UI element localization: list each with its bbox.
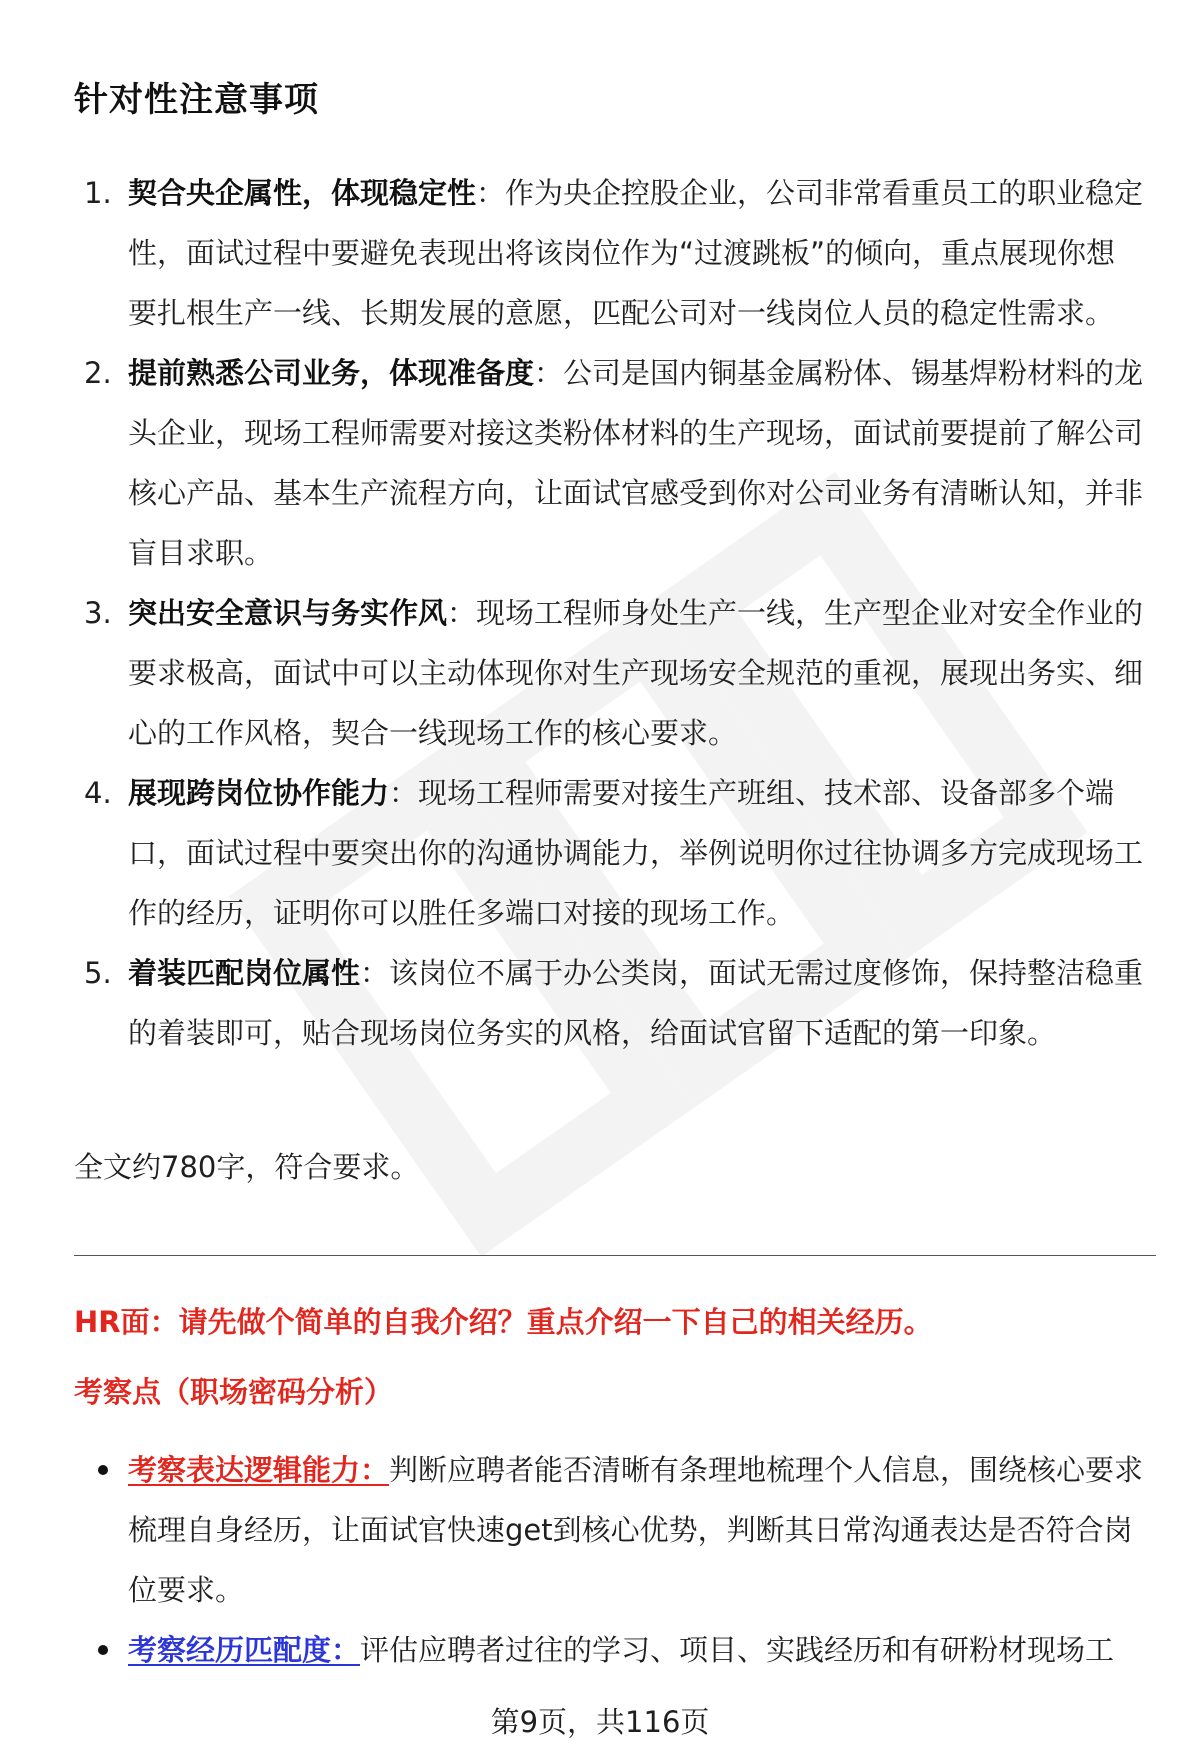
list-item bbox=[74, 583, 1144, 763]
item-number: 1. bbox=[84, 176, 112, 210]
item-heading: 契合央企属性，体现稳定性 bbox=[128, 176, 477, 210]
list-item bbox=[74, 763, 1144, 943]
exam-point-link[interactable]: 考察经历匹配度： bbox=[128, 1633, 361, 1667]
item-heading: 突出安全意识与务实作风 bbox=[128, 596, 448, 630]
list-item bbox=[74, 343, 1144, 583]
item-heading: 提前熟悉公司业务，体现准备度 bbox=[128, 356, 535, 390]
bullet-icon bbox=[98, 1465, 108, 1475]
list-item bbox=[74, 943, 1144, 1063]
exam-point-link[interactable]: 考察表达逻辑能力： bbox=[128, 1453, 390, 1487]
bullet-icon bbox=[98, 1645, 108, 1655]
item-number: 2. bbox=[84, 356, 112, 390]
item-text: ：公司是国内铜基金属粉体、锡基焊粉材料的龙头企业，现场工程师需要对接这类粉体材料的生产现场，面试前要提前了解公司核心产品、基本生产流程方向，让面试官感受到你对公司业务有清晰认知，并非盲目求职。 bbox=[128, 356, 1144, 570]
list-item bbox=[74, 163, 1144, 343]
item-text: ：作为央企控股企业，公司非常看重员工的职业稳定性，面试过程中要避免表现出将该岗位作为“过渡跳板”的倾向，重点展现你想要扎根生产一线、长期发展的意愿，匹配公司对一线岗位人员的稳定性需求。 bbox=[128, 176, 1144, 330]
exam-point-text: 判断应聘者能否清晰有条理地梳理个人信息，围绕核心要求梳理自身经历，让面试官快速get到核心优势，判断其日常沟通表达是否符合岗位要求。 bbox=[128, 1453, 1144, 1607]
exam-point-text: 评估应聘者过往的学习、项目、实践经历和有研粉材现场工 bbox=[360, 1633, 1115, 1667]
list-item bbox=[74, 1620, 1144, 1680]
page-number: 第9页，共116页 bbox=[490, 1705, 710, 1739]
considerations-list bbox=[74, 163, 1144, 1063]
list-item bbox=[74, 1440, 1144, 1620]
item-heading: 展现跨岗位协作能力 bbox=[128, 776, 390, 810]
item-number: 5. bbox=[84, 956, 112, 990]
item-number: 4. bbox=[84, 776, 112, 810]
word-count-summary: 全文约780字，符合要求。 bbox=[74, 1150, 420, 1184]
section-title: 针对性注意事项 bbox=[74, 80, 319, 120]
item-text: ：现场工程师需要对接生产班组、技术部、设备部多个端口，面试过程中要突出你的沟通协调能力，举例说明你过往协调多方完成现场工作的经历，证明你可以胜任多端口对接的现场工作。 bbox=[128, 776, 1144, 930]
exam-points-list bbox=[74, 1440, 1144, 1680]
item-text: ：该岗位不属于办公类岗，面试无需过度修饰，保持整洁稳重的着装即可，贴合现场岗位务实的风格，给面试官留下适配的第一印象。 bbox=[128, 956, 1144, 1050]
item-heading: 着装匹配岗位属性 bbox=[128, 956, 361, 990]
hr-question: HR面：请先做个简单的自我介绍？重点介绍一下自己的相关经历。 bbox=[74, 1305, 933, 1339]
exam-points-title: 考察点（职场密码分析） bbox=[74, 1375, 394, 1409]
section-divider bbox=[74, 1255, 1156, 1256]
item-text: ：现场工程师身处生产一线，生产型企业对安全作业的要求极高，面试中可以主动体现你对生产现场安全规范的重视，展现出务实、细心的工作风格，契合一线现场工作的核心要求。 bbox=[128, 596, 1144, 750]
item-number: 3. bbox=[84, 596, 112, 630]
